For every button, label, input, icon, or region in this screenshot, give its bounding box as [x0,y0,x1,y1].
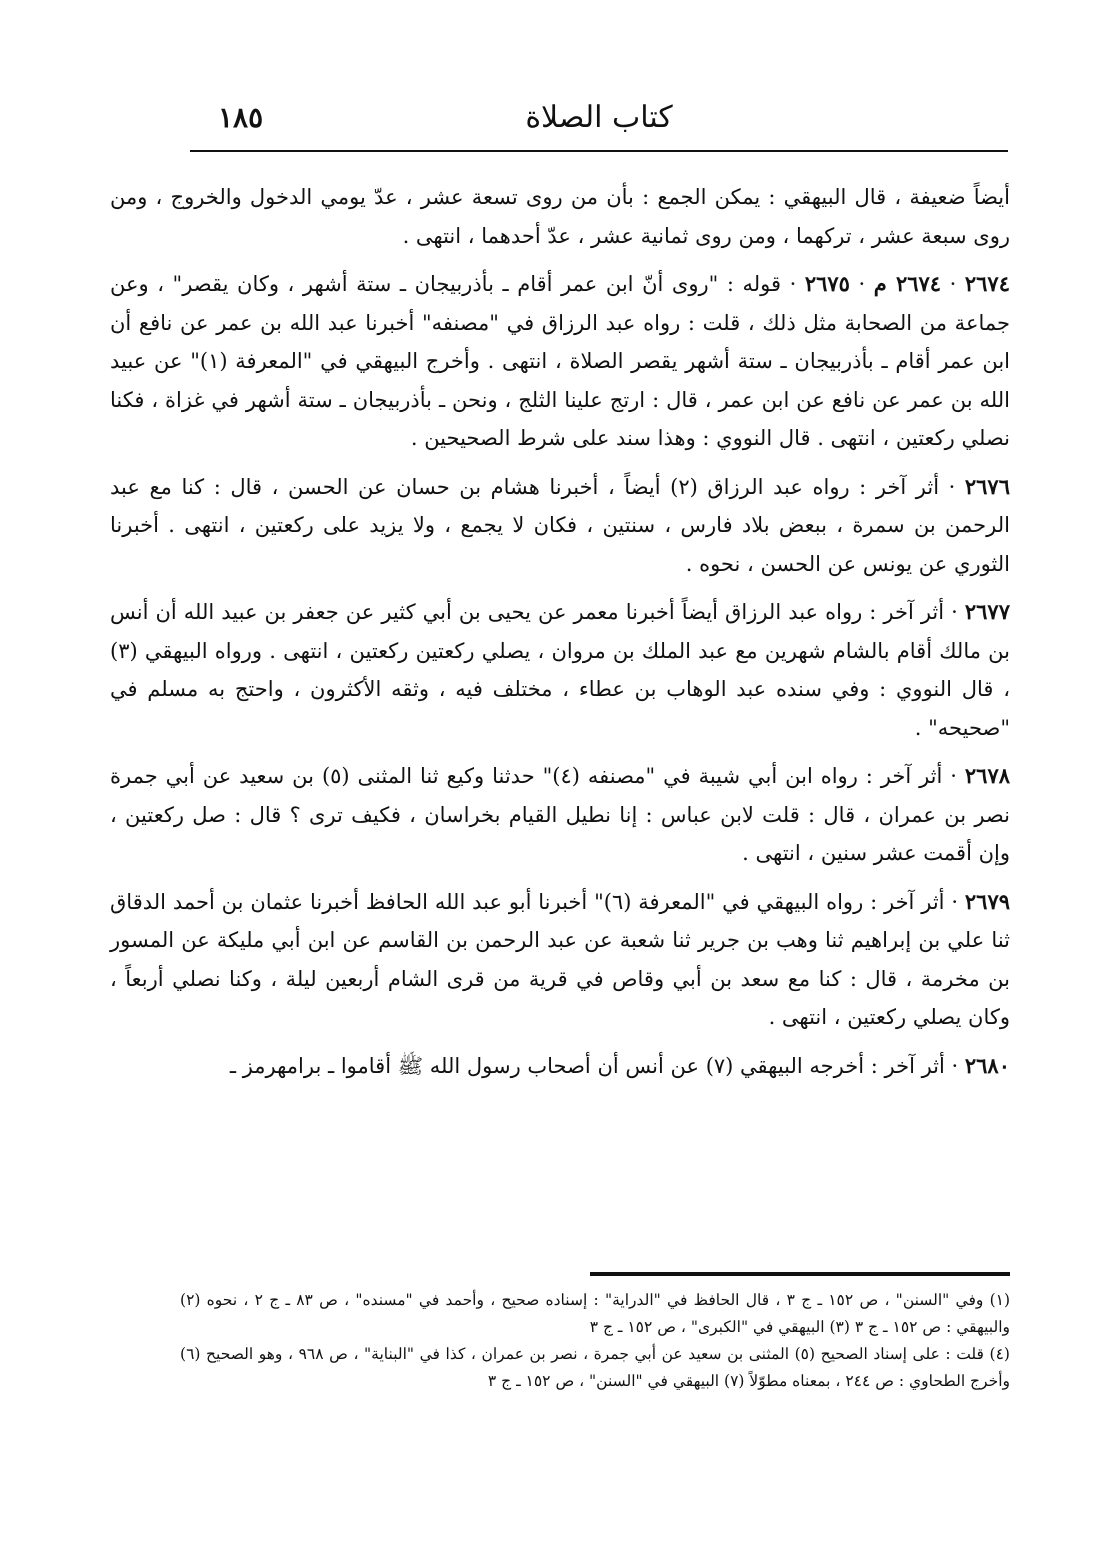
paragraph-text: ٢٦٧٦ · أثر آخر : رواه عبد الرزاق (٢) أيضاً ، أخبرنا هشام بن حسان عن الحسن ، قال : كنا مع عبد الرحمن بن سمرة ، ببعض بلاد فارس ، سنتين ، فكان لا يجمع ، ولا يزيد على ركعتين ، انتهى . أخبرنا الثوري عن يونس عن الحسن ، نحوه . [110,473,1010,576]
paragraph [110,265,1010,458]
footnote-divider [590,1272,1010,1276]
margin-number: ٢٦٧٩ [964,888,1011,914]
paragraph-gap [110,873,1010,883]
paragraph-body: أثر آخر : أخرجه البيهقي (٧) عن أنس أن أصحاب رسول الله ﷺ أقاموا ـ برامهرمز ـ [229,1053,945,1078]
paragraph-body: أثر آخر : رواه عبد الرزاق أيضاً أخبرنا معمر عن يحيى بن أبي كثير عن جعفر بن عبيد الله أن أنس بن مالك أقام بالشام شهرين مع عبد الملك بن مروان ، يصلي ركعتين ركعتين ، انتهى . ورواه البيهقي (٣) ، قال النووي : وفي سنده عبد الوهاب بن عطاء ، مختلف فيه ، وثقه الأكثرون ، واحتج به مسلم في "صحيحه" . [110,600,1010,740]
margin-number: ٢٦٧٤ [964,271,1010,296]
header-divider [190,150,1008,152]
paragraph [110,468,1010,584]
paragraph-text: ٢٦٨٠ · أثر آخر : أخرجه البيهقي (٧) عن أنس أن أصحاب رسول الله ﷺ أقاموا ـ برامهرمز ـ [229,1052,1010,1078]
paragraph [110,178,1010,255]
margin-number: ٢٦٧٨ [964,763,1011,788]
paragraph-text: أيضاً ضعيفة ، قال البيهقي : يمكن الجمع : بأن من روى تسعة عشر ، عدّ يومي الدخول والخروج ، ومن روى سبعة عشر ، تركهما ، ومن روى ثمانية عشر ، عدّ أحدهما ، انتهى . [110,185,1010,248]
paragraph [110,757,1010,873]
page-number: ١٨٥ [218,101,264,134]
paragraph-body: أثر آخر : رواه عبد الرزاق (٢) أيضاً ، أخبرنا هشام بن حسان عن الحسن ، قال : كنا مع عبد الرحمن بن سمرة ، ببعض بلاد فارس ، سنتين ، فكان لا يجمع ، ولا يزيد على ركعتين ، انتهى . أخبرنا الثوري عن يونس عن الحسن ، نحوه . [110,474,1010,576]
paragraph-body: أثر آخر : رواه ابن أبي شيبة في "مصنفه (٤)" حدثنا وكيع ثنا المثنى (٥) بن سعيد عن أبي جمرة نصر بن عمران ، قال : قلت لابن عباس : إنا نطيل القيام بخراسان ، فكيف ترى ؟ قال : صل ركعتين ، وإن أقمت عشر سنين ، انتهى . [110,764,1010,865]
paragraph-body: قوله : "روى أنّ ابن عمر أقام ـ بأذربيجان ـ ستة أشهر ، وكان يقصر" ، وعن جماعة من الصحابة مثل ذلك ، قلت : رواه عبد الرزاق في "مصنفه" أخبرنا عبد الله بن عمر عن نافع أن ابن عمر أقام ـ بأذربيجان ـ ستة أشهر يقصر الصلاة ، انتهى . وأخرج البيهقي في "المعرفة (١)" عن عبيد الله بن عمر عن نافع عن ابن عمر ، قال : ارتج علينا الثلج ، ونحن ـ بأذربيجان ـ ستة أشهر في غزاة ، فكنا نصلي ركعتين ، انتهى . قال النووي : وهذا سند على شرط الصحيحين . [110,272,1011,450]
paragraph-text: ٢٦٧٧ · أثر آخر : رواه عبد الرزاق أيضاً أخبرنا معمر عن يحيى بن أبي كثير عن جعفر بن عبيد الله أن أنس بن مالك أقام بالشام شهرين مع عبد الملك بن مروان ، يصلي ركعتين ركعتين ، انتهى . ورواه البيهقي (٣) ، قال النووي : وفي سنده عبد الوهاب بن عطاء ، مختلف فيه ، وثقه الأكثرون ، واحتج به مسلم في "صحيحه" . [110,599,1010,740]
paragraph-gap [110,583,1010,593]
paragraph-text: ٢٦٧٤ · ٢٦٧٤ م · ٢٦٧٥ · قوله : "روى أنّ ابن عمر أقام ـ بأذربيجان ـ ستة أشهر ، وكان يقصر" ، وعن جماعة من الصحابة مثل ذلك ، قلت : رواه عبد الرزاق في "مصنفه" أخبرنا عبد الله بن عمر عن نافع أن ابن عمر أقام ـ بأذربيجان ـ ستة أشهر يقصر الصلاة ، انتهى . وأخرج البيهقي في "المعرفة (١)" عن عبيد الله بن عمر عن نافع عن ابن عمر ، قال : ارتج علينا الثلج ، ونحن ـ بأذربيجان ـ ستة أشهر في غزاة ، فكنا نصلي ركعتين ، انتهى . قال النووي : وهذا سند على شرط الصحيحين . [110,271,1011,450]
paragraph [110,883,1010,1037]
footnote-line: (٤) قلت : على إسناد الصحيح (٥) المثنى بن سعيد عن أبي جمرة ، نصر بن عمران ، كذا في "البناية" ، ص ٩٦٨ ، وهو الصحيح (٦) وأخرج الطحاوي : ص ٢٤٤ ، بمعناه مطوّلاً (٧) البيهقي في "السنن" ، ص ١٥٢ ـ ج ٣ [180,1345,1010,1390]
paragraph-text: ٢٦٧٨ · أثر آخر : رواه ابن أبي شيبة في "مصنفه (٤)" حدثنا وكيع ثنا المثنى (٥) بن سعيد عن أبي جمرة نصر بن عمران ، قال : قلت لابن عباس : إنا نطيل القيام بخراسان ، فكيف ترى ؟ قال : صل ركعتين ، وإن أقمت عشر سنين ، انتهى . [110,763,1011,865]
margin-number: ٢٦٧٧ [964,599,1010,624]
margin-number: ٢٦٧٤ م [873,271,942,296]
paragraph-gap [110,1037,1010,1047]
paragraph [110,1047,1010,1086]
main-text [110,178,1010,1085]
paragraph-body: أثر آخر : رواه البيهقي في "المعرفة (٦)" أخبرنا أبو عبد الله الحافظ أخبرنا عثمان بن أحمد الدقاق ثنا علي بن إبراهيم ثنا وهب بن جرير ثنا شعبة عن عبد الرحمن بن القاسم عن ابن أبي مليكة عن المسور بن مخرمة ، قال : كنا مع سعد بن أبي وقاص في قرية من قرى الشام أربعين ليلة ، وكنا نصلي أربعاً ، وكان يصلي ركعتين ، انتهى . [110,889,1010,1029]
margin-number: ٢٦٧٥ [804,271,850,296]
margin-number: ٢٦٨٠ [964,1052,1010,1078]
paragraph [110,593,1010,747]
paragraph-gap [110,458,1010,468]
paragraph-text: ٢٦٧٩ · أثر آخر : رواه البيهقي في "المعرفة (٦)" أخبرنا أبو عبد الله الحافظ أخبرنا عثمان بن أحمد الدقاق ثنا علي بن إبراهيم ثنا وهب بن جرير ثنا شعبة عن عبد الرحمن بن القاسم عن ابن أبي مليكة عن المسور بن مخرمة ، قال : كنا مع سعد بن أبي وقاص في قرية من قرى الشام أربعين ليلة ، وكنا نصلي أربعاً ، وكان يصلي ركعتين ، انتهى . [110,888,1011,1029]
footnote-line: (١) وفي "السنن" ، ص ١٥٢ ـ ج ٣ ، قال الحافظ في "الدراية" : إسناده صحيح ، وأحمد في "مسنده" ، ص ٨٣ ـ ج ٢ ، نحوه (٢) والبيهقي : ص ١٥٢ ـ ج ٣ (٣) البيهقي في "الكبرى" ، ص ١٥٢ ـ ج ٣ [180,1291,1011,1336]
chapter-title: كتاب الصلاة [525,100,673,135]
page-header [190,98,1008,138]
paragraph-gap [110,255,1010,265]
margin-number: ٢٦٧٦ [964,473,1010,499]
paragraph-gap [110,747,1010,757]
footnotes [180,1287,1010,1395]
